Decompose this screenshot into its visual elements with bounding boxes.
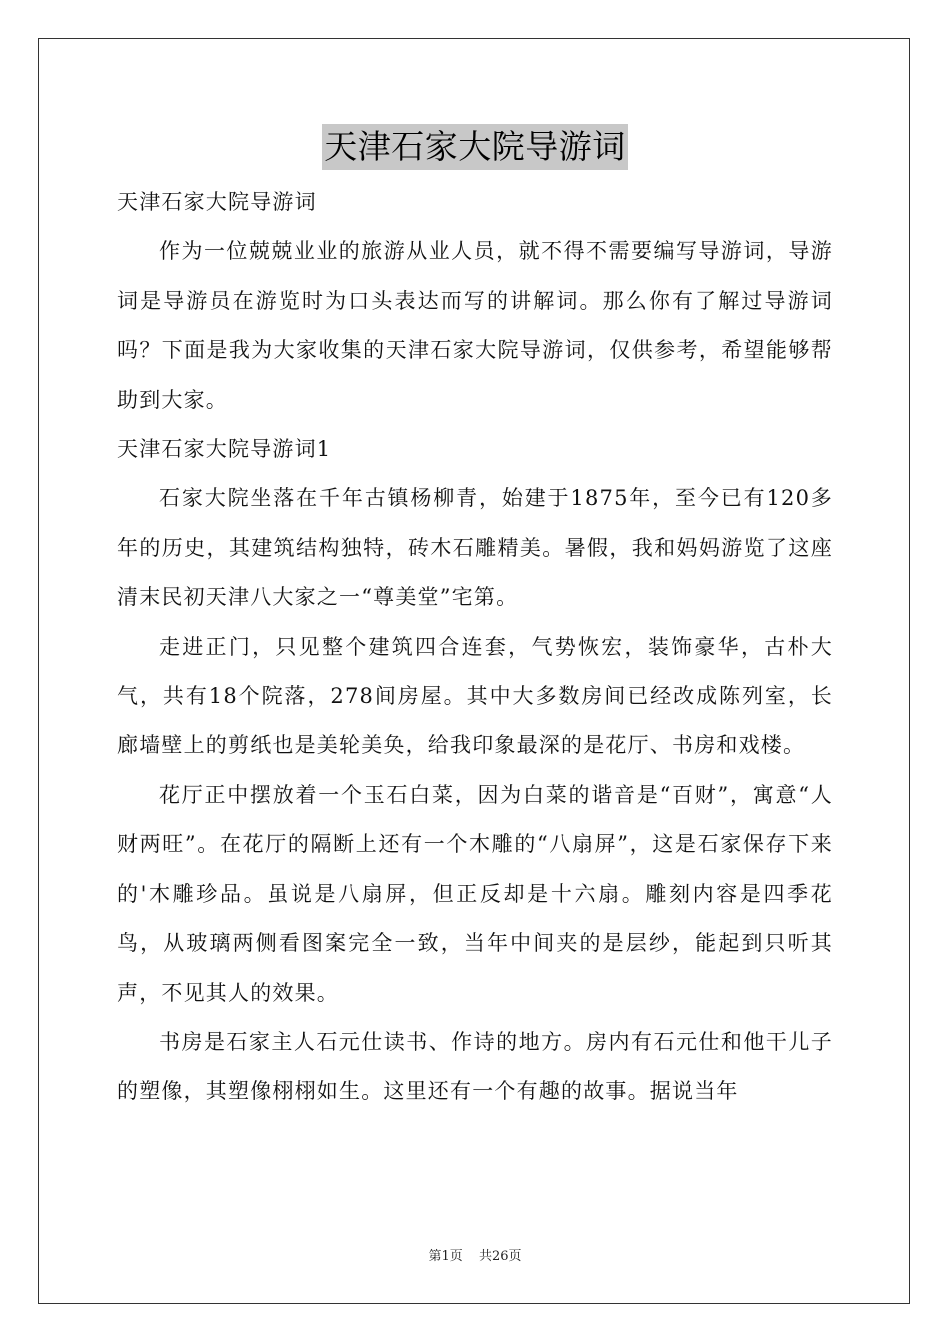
page-footer <box>0 1245 950 1264</box>
paragraph: 天津石家大院导游词1 <box>117 437 332 462</box>
title-container <box>0 124 950 170</box>
paragraph: 天津石家大院导游词 <box>117 190 317 214</box>
page-total: 共26页 <box>478 1249 522 1264</box>
page-number: 第1页 <box>428 1249 463 1264</box>
paragraph: 作为一位兢兢业业的旅游从业人员，就不得不需要编写导游词，导游词是导游员在游览时为口头表达而写的讲解词。那么你有了解过导游词吗？下面是我为大家收集的天津石家大院导游词，仅供参考，希望能够帮助到大家。 <box>117 239 833 412</box>
paragraph: 石家大院坐落在千年古镇杨柳青，始建于1875年，至今已有120多年的历史，其建筑结构独特，砖木石雕精美。暑假，我和妈妈游览了这座清末民初天津八大家之一“尊美堂”宅第。 <box>117 486 833 610</box>
document-body <box>117 178 833 1117</box>
document-title: 天津石家大院导游词 <box>322 124 628 170</box>
paragraph: 走进正门，只见整个建筑四合连套，气势恢宏，装饰豪华，古朴大气，共有18个院落，278间房屋。其中大多数房间已经改成陈列室，长廊墙壁上的剪纸也是美轮美奂，给我印象最深的是花厅、书房和戏楼。 <box>117 634 833 758</box>
paragraph: 花厅正中摆放着一个玉石白菜，因为白菜的谐音是“百财”，寓意“人财两旺”。在花厅的隔断上还有一个木雕的“八扇屏”，这是石家保存下来的'木雕珍品。虽说是八扇屏，但正反却是十六扇。雕刻内容是四季花鸟，从玻璃两侧看图案完全一致，当年中间夹的是层纱，能起到只听其声，不见其人的效果。 <box>117 782 833 1005</box>
paragraph: 书房是石家主人石元仕读书、作诗的地方。房内有石元仕和他干儿子的塑像，其塑像栩栩如生。这里还有一个有趣的故事。据说当年 <box>117 1029 833 1104</box>
